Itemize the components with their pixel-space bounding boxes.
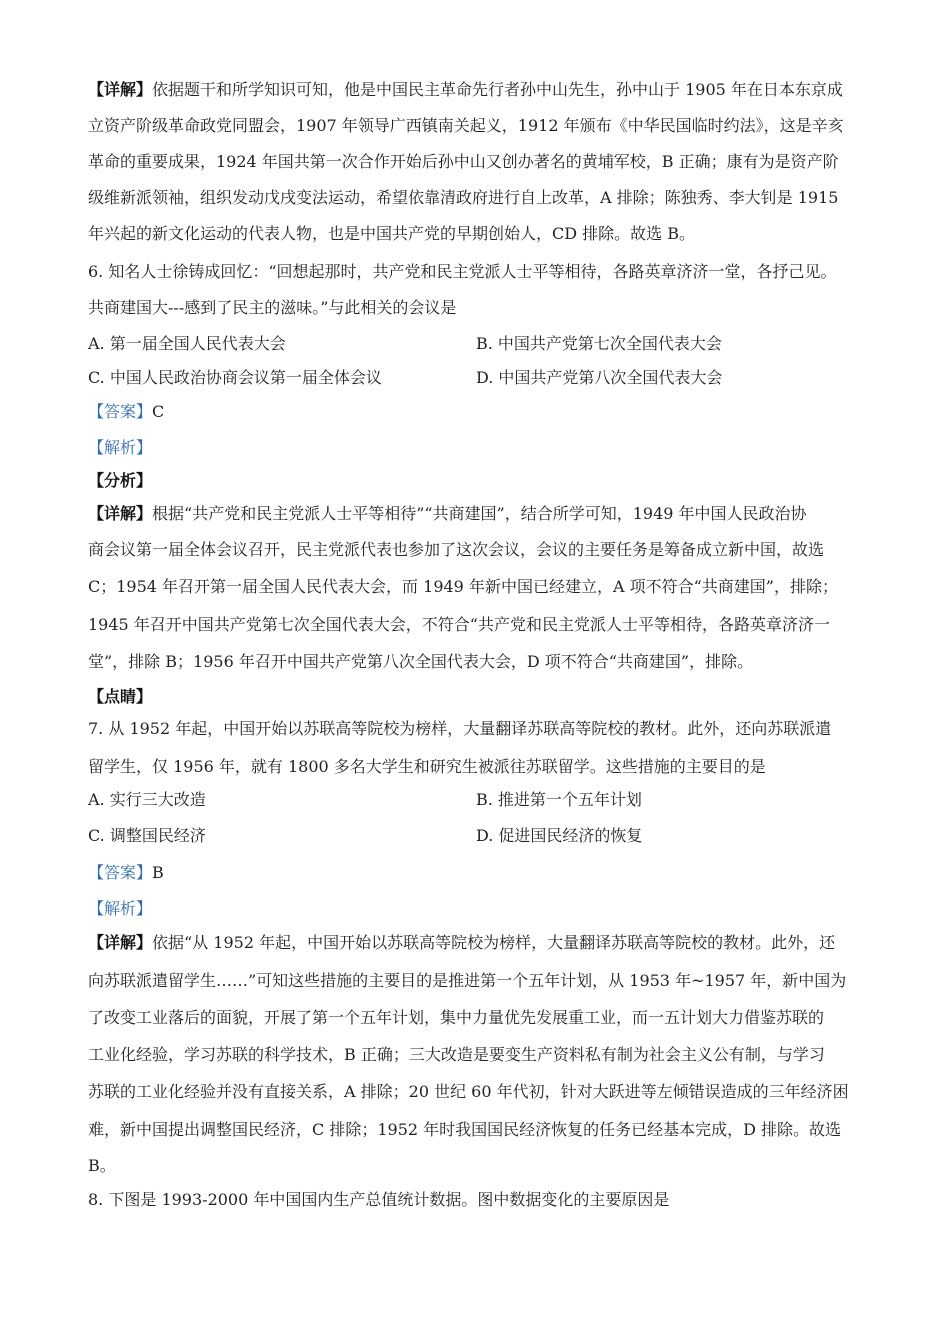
q5-detail-line-3: 革命的重要成果，1924 年国共第一次合作开始后孙中山又创办著名的黄埔军校，B 正确；康有为是资产阶 xyxy=(88,152,839,171)
q5-detail-line-1: 【详解】依据题干和所学知识可知，他是中国民主革命先行者孙中山先生，孙中山于 1905 年在日本东京成 xyxy=(88,80,843,99)
q7-analysis-tag: 【解析】 xyxy=(88,899,153,918)
q6-option-b: B. 中国共产党第七次全国代表大会 xyxy=(476,334,722,353)
q7-stem-line-2: 留学生，仅 1956 年，就有 1800 多名大学生和研究生被派往苏联留学。这些措施的主要目的是 xyxy=(88,757,766,776)
q6-answer-value: C xyxy=(152,402,165,421)
q6-detail-line-4: 1945 年召开中国共产党第七次全国代表大会，不符合“共产党和民主党派人士平等相待，各路英章济济一 xyxy=(88,615,830,634)
q7-option-a: A. 实行三大改造 xyxy=(88,790,206,809)
q7-option-c: C. 调整国民经济 xyxy=(88,826,206,845)
q6-answer-tag: 【答案】 xyxy=(88,402,153,421)
q7-detail-line-5: 苏联的工业化经验并没有直接关系，A 排除；20 世纪 60 年代初，针对大跃进等左倾错误造成的三年经济困 xyxy=(88,1082,849,1101)
q6-detail-line-2: 商会议第一届全体会议召开，民主党派代表也参加了这次会议，会议的主要任务是筹备成立新中国，故选 xyxy=(88,540,825,559)
q6-point-tag: 【点睛】 xyxy=(88,687,153,706)
q5-detail-tag: 【详解】 xyxy=(88,80,153,99)
q6-detail-line-3: C；1954 年召开第一届全国人民代表大会，而 1949 年新中国已经建立，A 项不符合“共商建国”，排除； xyxy=(88,577,838,596)
q6-detail-tag: 【详解】 xyxy=(88,504,153,523)
q6-analysis-tag: 【解析】 xyxy=(88,438,153,457)
q7-detail-line-2: 向苏联派遣留学生……”可知这些措施的主要目的是推进第一个五年计划，从 1953 年~1957 年，新中国为 xyxy=(88,971,847,990)
q6-answer xyxy=(88,402,164,422)
q5-detail-line-4: 级维新派领袖，组织发动戊戌变法运动，希望依靠清政府进行自上改革，A 排除；陈独秀、李大钊是 1915 xyxy=(88,188,839,207)
q7-detail-line-7: B。 xyxy=(88,1156,116,1175)
q7-option-b: B. 推进第一个五年计划 xyxy=(476,790,642,809)
q7-answer xyxy=(88,863,164,883)
q7-detail-line-3: 了改变工业落后的面貌，开展了第一个五年计划，集中力量优先发展重工业，而一五计划大力借鉴苏联的 xyxy=(88,1008,825,1027)
q7-detail-line-4: 工业化经验，学习苏联的科学技术，B 正确；三大改造是要变生产资料私有制为社会主义公有制，与学习 xyxy=(88,1045,825,1064)
q6-detail-line-1: 【详解】根据“共产党和民主党派人士平等相待”“共商建国”，结合所学可知，1949 年中国人民政治协 xyxy=(88,504,807,523)
q5-detail-line-5: 年兴起的新文化运动的代表人物，也是中国共产党的早期创始人，CD 排除。故选 B。 xyxy=(88,224,696,243)
q6-option-a: A. 第一届全国人民代表大会 xyxy=(88,334,286,353)
q7-answer-value: B xyxy=(152,863,164,882)
q7-stem-line-1: 7. 从 1952 年起，中国开始以苏联高等院校为榜样，大量翻译苏联高等院校的教材。此外，还向苏联派遣 xyxy=(88,719,832,738)
q8-stem: 8. 下图是 1993-2000 年中国国内生产总值统计数据。图中数据变化的主要原因是 xyxy=(88,1190,670,1209)
q5-detail-line-2: 立资产阶级革命政党同盟会，1907 年领导广西镇南关起义，1912 年颁布《中华民国临时约法》，这是辛亥 xyxy=(88,116,844,135)
q7-answer-tag: 【答案】 xyxy=(88,863,153,882)
q7-detail-tag: 【详解】 xyxy=(88,933,153,952)
q7-detail-line-1: 【详解】依据“从 1952 年起，中国开始以苏联高等院校为榜样，大量翻译苏联高等院校的教材。此外，还 xyxy=(88,933,836,952)
q6-analyze-tag: 【分析】 xyxy=(88,471,153,490)
q6-stem-line-1: 6. 知名人士徐铸成回忆：“回想起那时，共产党和民主党派人士平等相待，各路英章济济一堂，各抒己见。 xyxy=(88,262,837,281)
q7-option-d: D. 促进国民经济的恢复 xyxy=(476,826,643,845)
q6-option-d: D. 中国共产党第八次全国代表大会 xyxy=(476,368,723,387)
q6-option-c: C. 中国人民政治协商会议第一届全体会议 xyxy=(88,368,382,387)
q6-detail-line-5: 堂”，排除 B；1956 年召开中国共产党第八次全国代表大会，D 项不符合“共商建国”，排除。 xyxy=(88,652,754,671)
q7-detail-line-6: 难，新中国提出调整国民经济，C 排除；1952 年时我国国民经济恢复的任务已经基本完成，D 排除。故选 xyxy=(88,1120,842,1139)
q6-stem-line-2: 共商建国大---感到了民主的滋味。”与此相关的会议是 xyxy=(88,298,457,317)
